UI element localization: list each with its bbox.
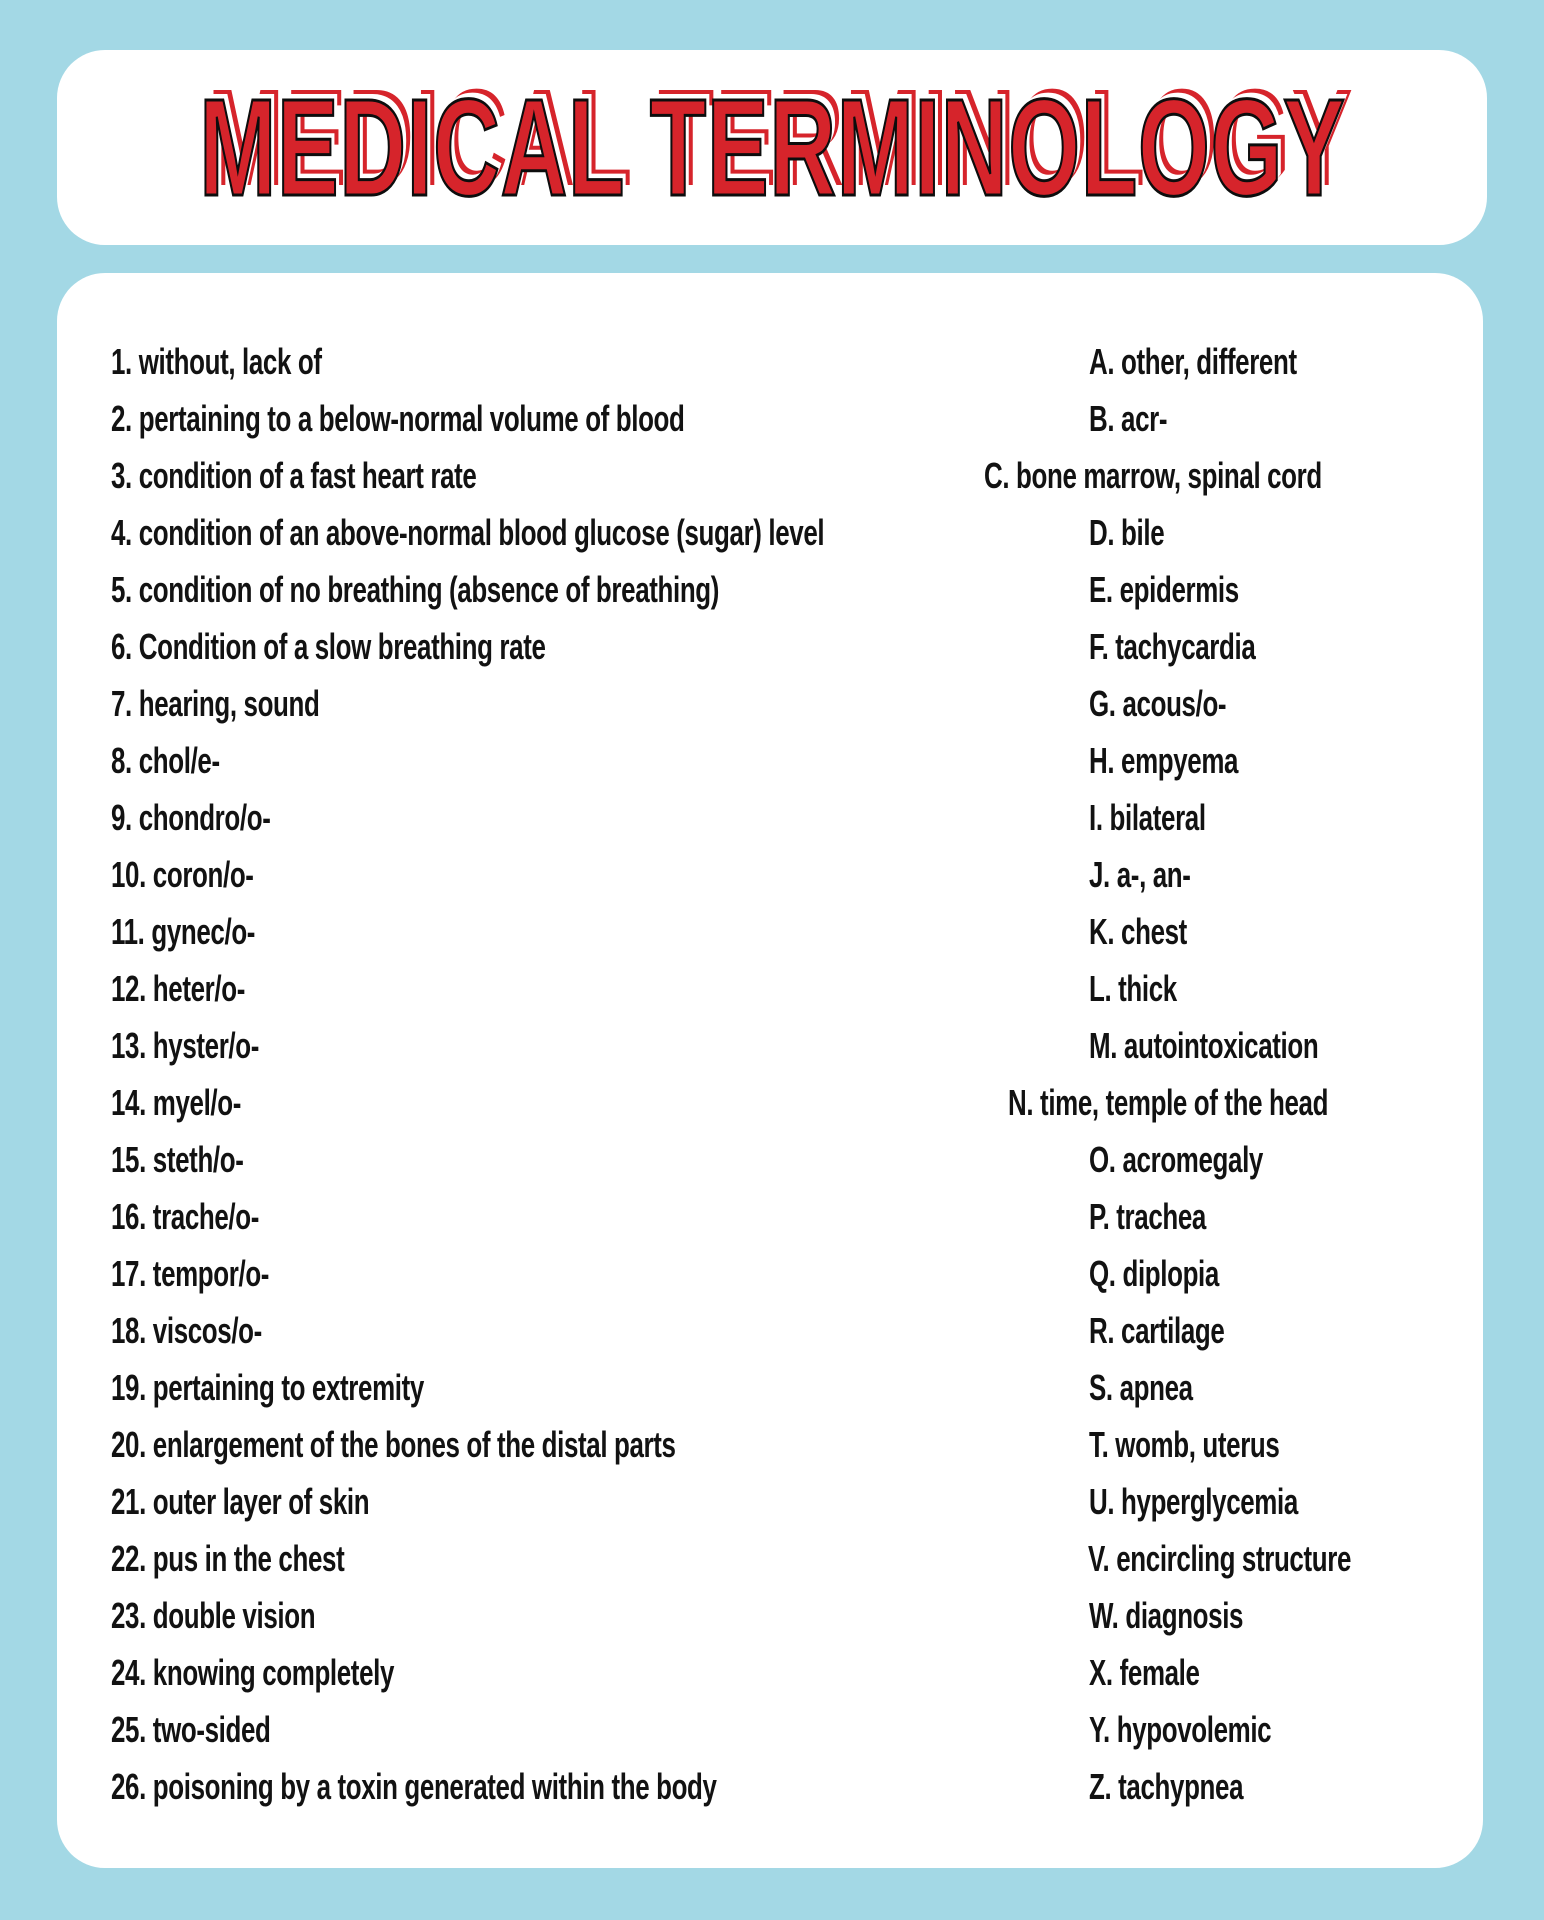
question-item: 13. hyster/o- [111,1024,260,1066]
question-item: 7. hearing, sound [111,682,320,724]
question-item: 12. heter/o- [111,967,245,1009]
worksheet-row [111,561,1453,618]
answer-item: S. apnea [1089,1366,1193,1408]
question-item: 19. pertaining to extremity [111,1366,424,1408]
worksheet-row [111,504,1453,561]
worksheet-card [57,273,1483,1868]
answer-item: X. female [1089,1651,1200,1693]
question-item: 8. chol/e- [111,739,220,781]
question-item: 1. without, lack of [111,340,322,382]
worksheet-row [111,903,1453,960]
answer-item: G. acous/o- [1089,682,1227,724]
question-item: 20. enlargement of the bones of the distal parts [111,1423,676,1465]
answer-item: M. autointoxication [1089,1024,1319,1066]
question-item: 26. poisoning by a toxin generated within the body [111,1765,717,1807]
question-item: 15. steth/o- [111,1138,244,1180]
worksheet-row [111,846,1453,903]
question-item: 17. tempor/o- [111,1252,270,1294]
worksheet-row [111,618,1453,675]
answer-item: H. empyema [1089,739,1239,781]
worksheet-row [111,789,1453,846]
answer-item: Y. hypovolemic [1089,1708,1272,1750]
answer-item: J. a-, an- [1089,853,1191,895]
answer-item: Q. diplopia [1089,1252,1219,1294]
worksheet-row [111,1074,1453,1131]
page-title: MEDICAL TERMINOLOGY [198,70,1346,225]
question-item: 5. condition of no breathing (absence of breathing) [111,568,720,610]
answer-item: P. trachea [1089,1195,1206,1237]
answer-item: F. tachycardia [1089,625,1256,667]
answer-item: T. womb, uterus [1089,1423,1280,1465]
worksheet-row [111,1359,1453,1416]
answer-item: O. acromegaly [1089,1138,1263,1180]
answer-item: K. chest [1089,910,1187,952]
answer-item: I. bilateral [1089,796,1206,838]
worksheet-row [111,1188,1453,1245]
answer-item: Z. tachypnea [1089,1765,1244,1807]
answer-item: A. other, different [1089,340,1297,382]
answer-item: E. epidermis [1089,568,1239,610]
title-card [57,50,1487,245]
answer-item: C. bone marrow, spinal cord [983,454,1322,496]
question-item: 9. chondro/o- [111,796,271,838]
worksheet-row [111,1701,1453,1758]
worksheet-row [111,1131,1453,1188]
question-item: 21. outer layer of skin [111,1480,370,1522]
question-item: 14. myel/o- [111,1081,242,1123]
answer-item: B. acr- [1089,397,1168,439]
answer-item: R. cartilage [1089,1309,1225,1351]
question-item: 3. condition of a fast heart rate [111,454,477,496]
answer-item: N. time, temple of the head [1008,1081,1329,1123]
worksheet-row [111,1644,1453,1701]
answer-item: W. diagnosis [1089,1594,1244,1636]
answer-item: D. bile [1089,511,1165,553]
worksheet-row [111,333,1453,390]
worksheet-row [111,675,1453,732]
worksheet-row [111,1473,1453,1530]
question-item: 23. double vision [111,1594,316,1636]
worksheet-row [111,1245,1453,1302]
question-item: 10. coron/o- [111,853,254,895]
worksheet-row [111,390,1453,447]
question-item: 25. two-sided [111,1708,271,1750]
worksheet-row [111,1530,1453,1587]
question-item: 24. knowing completely [111,1651,395,1693]
question-item: 18. viscos/o- [111,1309,262,1351]
answer-item: U. hyperglycemia [1089,1480,1298,1522]
question-item: 11. gynec/o- [111,910,256,952]
worksheet-rows [111,333,1453,1815]
worksheet-row [111,1017,1453,1074]
worksheet-row [111,1758,1453,1815]
worksheet-row [111,960,1453,1017]
question-item: 2. pertaining to a below-normal volume of blood [111,397,685,439]
question-item: 22. pus in the chest [111,1537,345,1579]
worksheet-row [111,1302,1453,1359]
question-item: 4. condition of an above-normal blood glucose (sugar) level [111,511,825,553]
answer-item: V. encircling structure [1087,1537,1351,1579]
worksheet-row [111,447,1453,504]
question-item: 6. Condition of a slow breathing rate [111,625,546,667]
worksheet-row [111,732,1453,789]
question-item: 16. trache/o- [111,1195,260,1237]
worksheet-row [111,1416,1453,1473]
worksheet-row [111,1587,1453,1644]
answer-item: L. thick [1089,967,1177,1009]
